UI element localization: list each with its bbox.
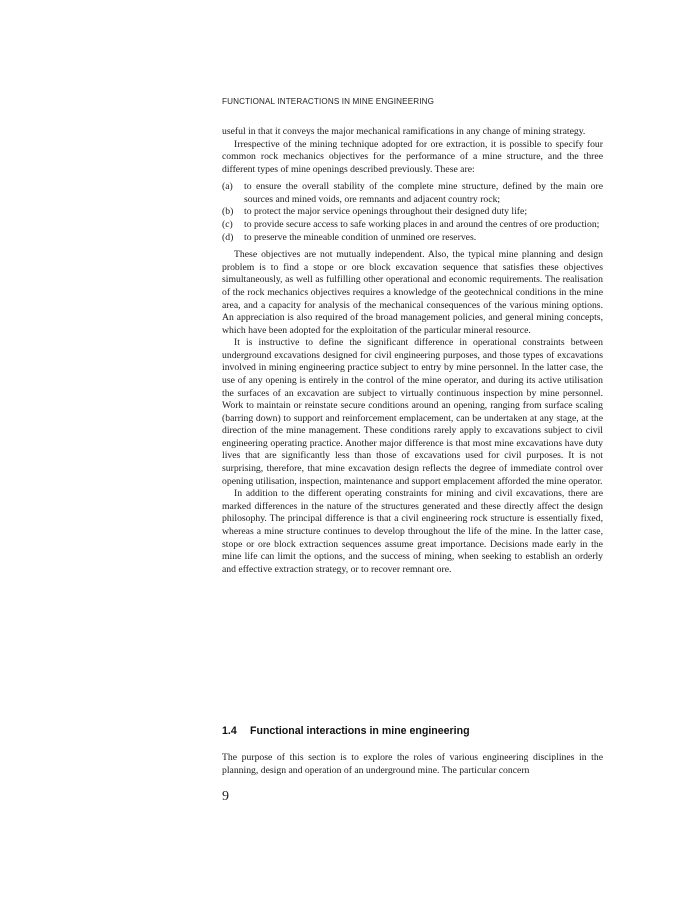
paragraph: It is instructive to define the significant difference in operational constraints between underground excavations designed for civil engineering purposes, and those types of excavations involved in mining engineering practice subject to entry by mine personnel. In the latter case, the use of any opening is entirely in the control of the mine operator, and during its active utilisation the surfaces of an excavation are subject to virtually continuous inspection by mine personnel. Work to maintain or reinstate secure conditions around an opening, ranging from surface scaling (barring down) to support and reinforcement emplacement, can be undertaken at any stage, at the direction of the mine management. These conditions rarely apply to excavations subject to civil engineering operating practice. Another major difference is that most mine excavations have duty lives that are significantly less than those of excavations used for civil purposes. It is not surprising, therefore, that mine excavation design reflects the degree of immediate control over opening utilisation, inspection, maintenance and support emplacement afforded the mine operator. xyxy=(222,337,603,487)
paragraph: These objectives are not mutually independent. Also, the typical mine planning and design problem is to find a stope or ore block excavation sequence that satisfies these objectives simultaneously, as well as fulfilling other operational and economic requirements. The realisation of the rock mechanics objectives requires a knowledge of the geotechnical conditions in the mine area, and a capacity for analysis of the mechanical consequences of the various mining options. An appreciation is also required of the broad management policies, and general mining concepts, which have been adopted for the exploitation of the particular mineral resource. xyxy=(222,249,603,336)
objectives-list xyxy=(222,181,603,244)
section-title: Functional interactions in mine engineering xyxy=(250,725,470,737)
list-item xyxy=(222,219,603,232)
list-item xyxy=(222,206,603,219)
section-paragraph: The purpose of this section is to explore the roles of various engineering disciplines in the planning, design and operation of an underground mine. The particular concern xyxy=(222,752,603,776)
list-item-text: to ensure the overall stability of the complete mine structure, defined by the main ore sources and mined voids, ore remnants and adjacent country rock; xyxy=(244,181,603,205)
body-text xyxy=(222,126,603,576)
list-item-text: to provide secure access to safe working places in and around the centres of ore production; xyxy=(244,219,600,231)
page-number: 9 xyxy=(222,789,229,804)
section-number: 1.4 xyxy=(222,725,237,737)
paragraph: Irrespective of the mining technique adopted for ore extraction, it is possible to specify four common rock mechanics objectives for the performance of a mine structure, and the three different types of mine openings described previously. These are: xyxy=(222,138,603,175)
list-item-label: (c) xyxy=(222,219,233,231)
paragraph: useful in that it conveys the major mechanical ramifications in any change of mining strategy. xyxy=(222,126,586,137)
paragraph: In addition to the different operating constraints for mining and civil excavations, there are marked differences in the nature of the structures generated and these directly affect the design philosophy. The principal difference is that a civil engineering rock structure is essentially fixed, whereas a mine structure continues to develop throughout the life of the mine. In the latter case, stope or ore block extraction sequences assume great importance. Decisions made early in the mine life can limit the options, and the success of mining, when seeking to establish an orderly and effective extraction strategy, or to recover remnant ore. xyxy=(222,488,603,575)
list-item-label: (a) xyxy=(222,181,233,193)
list-item-label: (b) xyxy=(222,206,234,218)
running-head: FUNCTIONAL INTERACTIONS IN MINE ENGINEERING xyxy=(222,97,435,106)
list-item-text: to preserve the mineable condition of unmined ore reserves. xyxy=(244,231,477,243)
list-item-text: to protect the major service openings throughout their designed duty life; xyxy=(244,206,528,218)
list-item xyxy=(222,232,603,245)
section-heading xyxy=(222,725,603,737)
list-item-label: (d) xyxy=(222,231,234,243)
list-item xyxy=(222,181,603,206)
